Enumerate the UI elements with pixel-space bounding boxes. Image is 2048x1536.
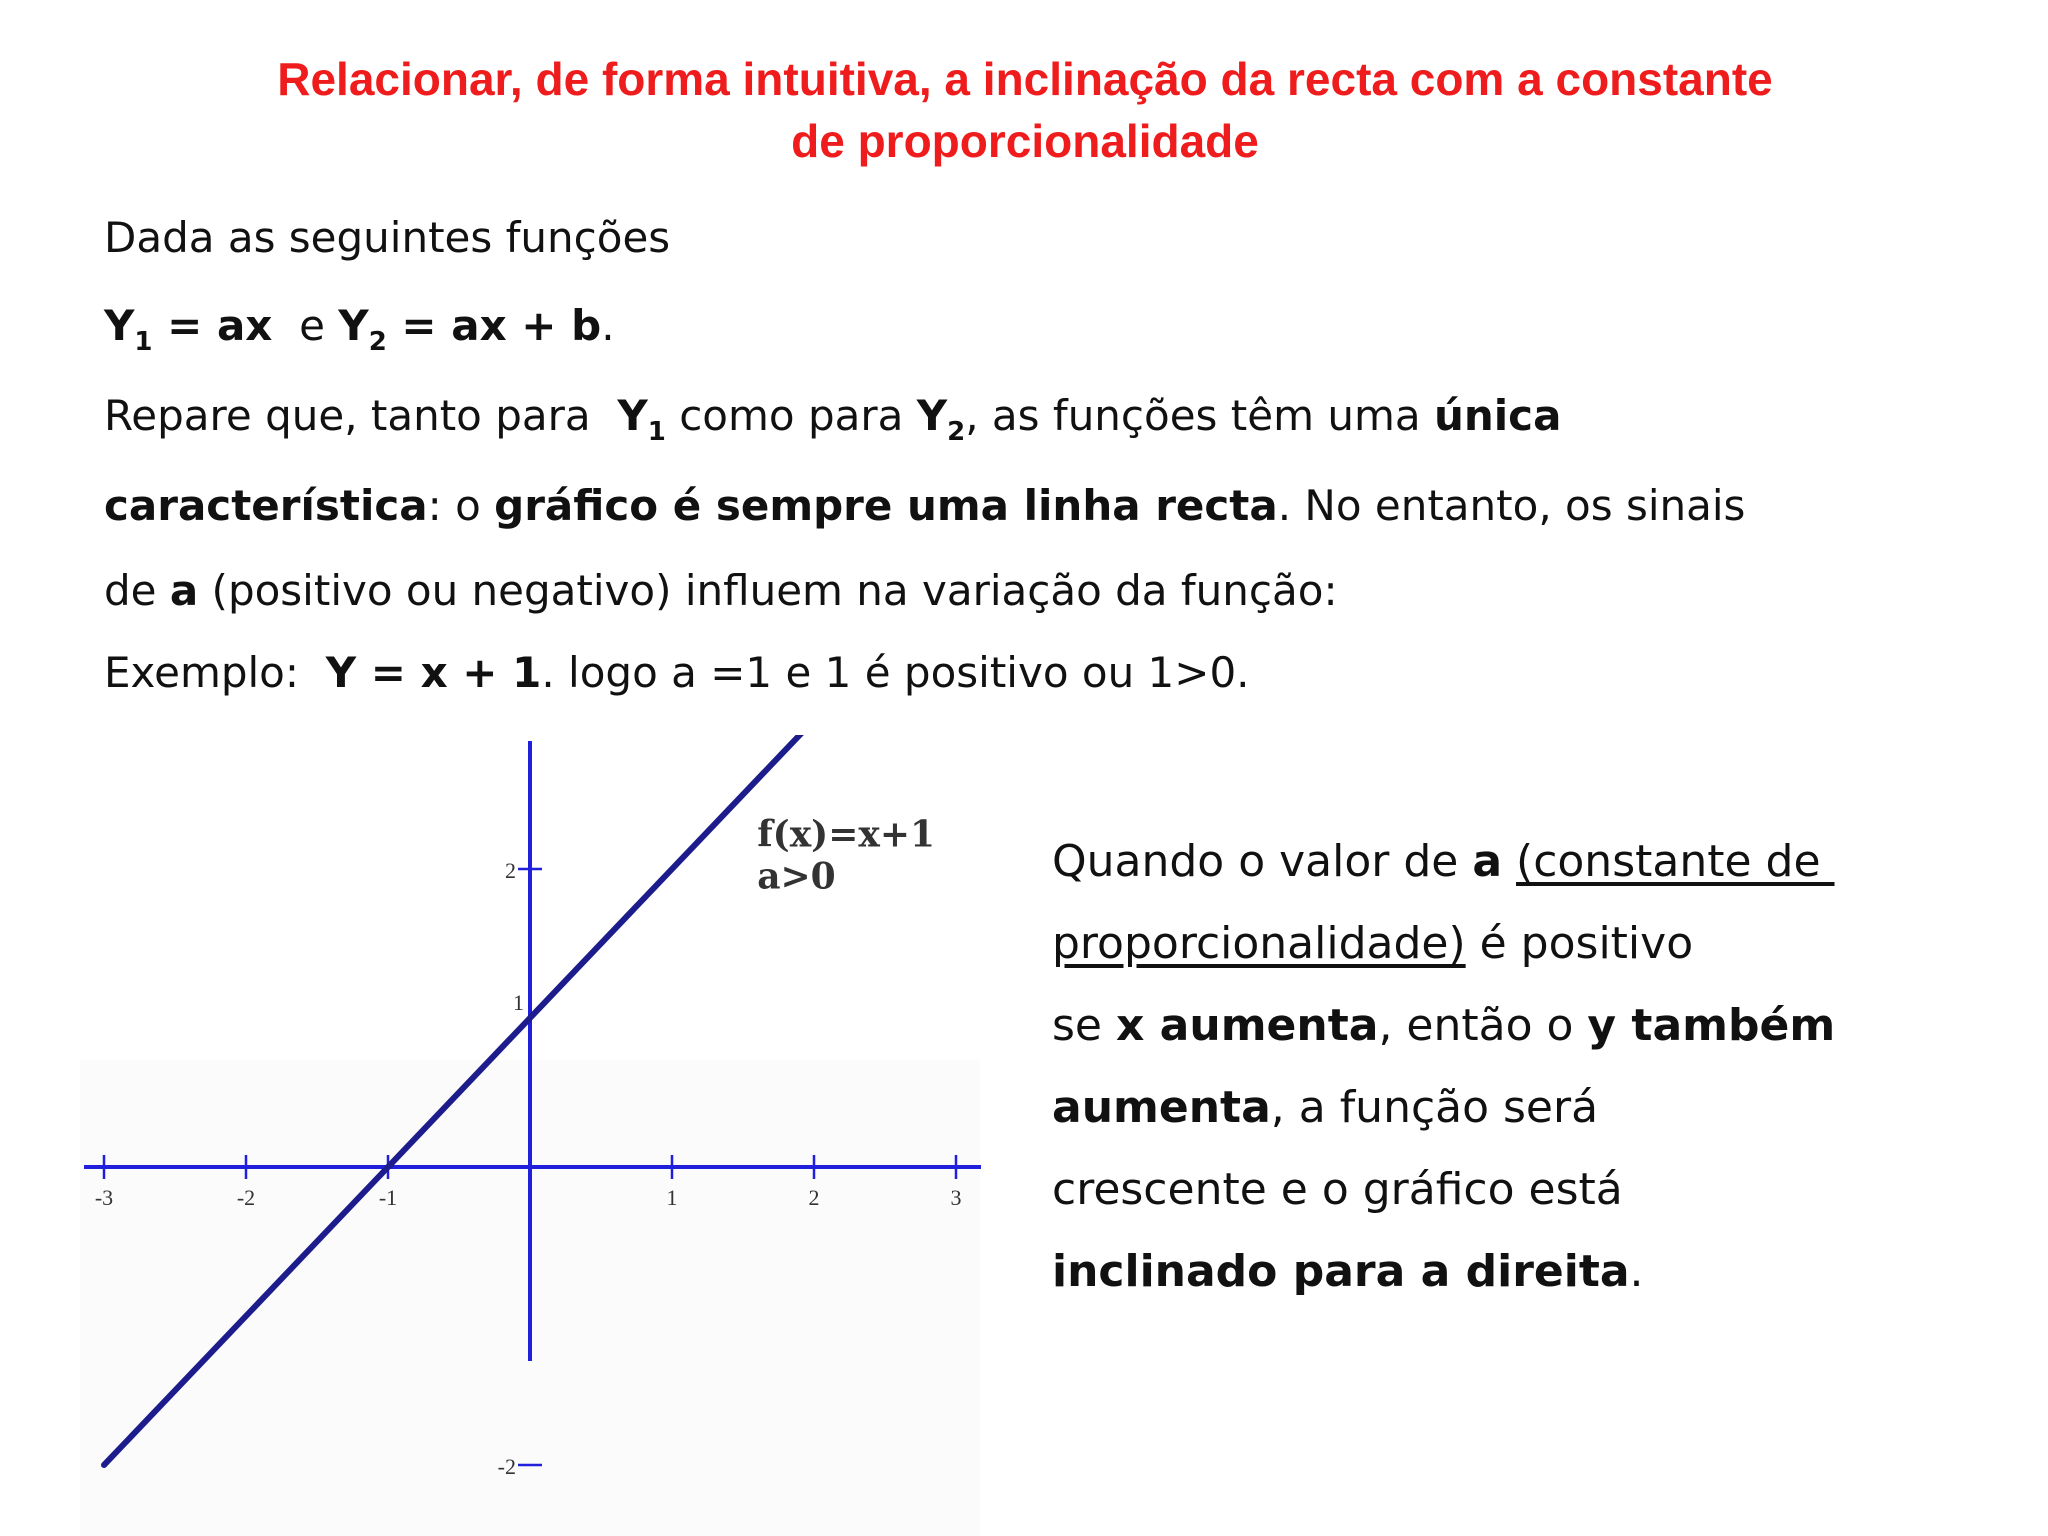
para-bold-caracteristica: característica [104, 481, 428, 530]
graph-annotation [757, 814, 935, 898]
paragraph-line-2 [104, 480, 1954, 532]
para-y2: $Y_2$ [916, 391, 966, 447]
y-tick-label: 2 [505, 858, 516, 883]
explanation-line-3 [1052, 1000, 1952, 1052]
explanation-line-6 [1052, 1246, 1952, 1298]
connector-e: e [272, 301, 339, 350]
para-text: de [104, 566, 170, 615]
expl-text: é positivo [1465, 918, 1694, 969]
y-tick-label: 1 [513, 990, 524, 1015]
functions-line [104, 300, 1954, 357]
slide-title [140, 48, 1910, 172]
explanation-line-2 [1052, 918, 1952, 970]
example-label: Exemplo: [104, 648, 326, 697]
functions-end: . [601, 301, 615, 350]
example-rest: . logo a =1 e 1 é positivo ou 1>0. [541, 648, 1250, 697]
expl-text: . [1629, 1246, 1644, 1297]
x-tick-label: 2 [808, 1185, 820, 1210]
explanation-line-1 [1052, 836, 1952, 888]
example-formula: Y = x + 1 [325, 648, 542, 697]
para-text: Repare que, tanto para [104, 391, 618, 440]
y1-label: $Y_1$ [104, 301, 153, 357]
y2-label: $Y_2$ [338, 301, 387, 357]
expl-bold-y: y também [1587, 1000, 1836, 1051]
paragraph-line-3 [104, 565, 1954, 617]
para-text: , as funções têm uma [965, 391, 1434, 440]
x-tick-label: -1 [378, 1185, 398, 1210]
y2-formula: = ax + b [386, 301, 602, 350]
example-line [104, 647, 1954, 699]
para-bold-grafico: gráfico é sempre uma linha recta [494, 481, 1278, 530]
y-tick-label: -2 [497, 1454, 516, 1479]
expl-underlined: proporcionalidade) [1052, 918, 1466, 969]
para-text: : o [427, 481, 495, 530]
para-text: . No entanto, os sinais [1277, 481, 1746, 530]
expl-bold-direita: inclinado para a direita [1052, 1246, 1630, 1297]
explanation-line-4 [1052, 1082, 1952, 1134]
para-bold-a: a [169, 566, 199, 615]
para-bold-unica: única [1433, 391, 1562, 440]
title-line-2: de proporcionalidade [791, 115, 1259, 167]
paragraph-line-1 [104, 390, 1954, 447]
title-line-1: Relacionar, de forma intuitiva, a inclinação da recta com a constante [277, 53, 1773, 105]
condition-label: a>0 [757, 855, 836, 898]
function-graph [72, 735, 1002, 1535]
intro-text [104, 212, 1954, 264]
expl-text: Quando o valor de [1052, 836, 1473, 887]
explanation-line-5 [1052, 1164, 1952, 1216]
expl-bold-a: a [1472, 836, 1503, 887]
expl-bold-x: x aumenta [1115, 1000, 1379, 1051]
expl-text: se [1052, 1000, 1116, 1051]
expl-text: , a função será [1270, 1082, 1599, 1133]
x-tick-label: 1 [666, 1185, 678, 1210]
y1-formula: = ax [152, 301, 273, 350]
expl-underlined: (constante de [1516, 836, 1835, 887]
para-y1: $Y_1$ [617, 391, 666, 447]
para-text: (positivo ou negativo) influem na variação da função: [198, 566, 1338, 615]
para-text: como para [665, 391, 917, 440]
x-tick-label: -2 [236, 1185, 256, 1210]
expl-bold-aumenta: aumenta [1052, 1082, 1271, 1133]
x-tick-label: 3 [950, 1185, 962, 1210]
expl-text: , então o [1378, 1000, 1588, 1051]
expl-text: crescente e o gráfico está [1052, 1164, 1623, 1215]
x-tick-label: -3 [94, 1185, 114, 1210]
intro-sentence: Dada as seguintes funções [104, 213, 671, 262]
expl-space [1502, 836, 1516, 887]
function-label: f(x)=x+1 [757, 813, 936, 856]
